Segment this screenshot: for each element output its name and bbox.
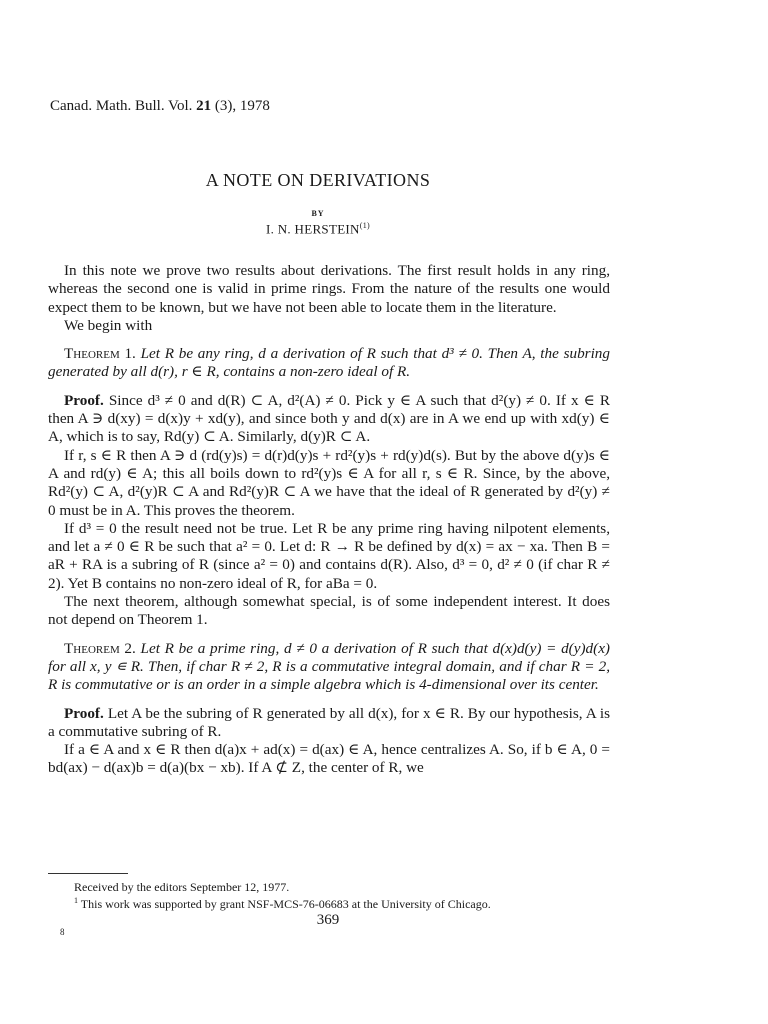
received-footnote: Received by the editors September 12, 1977. (74, 880, 290, 894)
support-footnote-mark: 1 (74, 896, 78, 905)
theorem-1 (48, 345, 610, 382)
theorem-2 (48, 640, 610, 695)
support-footnote-text: This work was supported by grant NSF-MCS-76-06683 at the University of Chicago. (78, 897, 491, 911)
proof-1-text: Since d³ ≠ 0 and d(R) ⊂ A, d²(A) ≠ 0. Pick y ∈ A such that d²(y) ≠ 0. If x ∈ R then A ∋ d(xy) = d(x)y + xd(y), and since both y and d(x) are in A we end up with xd(y) ∈ A, which is to say, Rd(y) ⊂ A. Similarly, d(y)R ⊂ A. (48, 391, 610, 446)
signature-mark: 8 (60, 927, 65, 937)
byline-label: BY (311, 209, 325, 218)
journal-prefix: Canad. Math. Bull. Vol. (50, 98, 197, 114)
proof-1-label: Proof. (64, 391, 104, 409)
proof-1-paragraph (48, 392, 610, 447)
author-line (0, 221, 636, 237)
journal-volume: 21 (196, 98, 212, 114)
intro-paragraph: We begin with (64, 316, 153, 334)
paper-title: A NOTE ON DERIVATIONS (205, 170, 431, 190)
footnote-divider (48, 873, 128, 874)
theorem-2-text: Let R be a prime ring, d ≠ 0 a derivation of R such that d(x)d(y) = d(y)d(x) for all x, y ∊ R. Then, if char R ≠ 2, R is a commutative integral domain, and if char R = 2, R is commutative or is an order in a simple algebra which is 4-dimensional over its center. (48, 639, 610, 694)
theorem-1-text: Let R be any ring, d a derivation of R such that d³ ≠ 0. Then A, the subring generated by all d(r), r ∈ R, contains a non-zero ideal of R. (48, 345, 610, 381)
page-number: 369 (316, 912, 340, 928)
journal-issue-year: (3), 1978 (211, 98, 270, 114)
author-name: I. N. HERSTEIN (266, 221, 360, 237)
transition-paragraph: The next theorem, although somewhat special, is of some independent interest. It does not depend on Theorem 1. (48, 593, 610, 629)
proof-2-paragraph: If a ∈ A and x ∈ R then d(a)x + ad(x) = d(ax) ∈ A, hence centralizes A. So, if b ∈ A, 0 = bd(ax) − d(ax)b = d(a)(bx − xb). If A ⊄ Z, the center of R, we (48, 741, 610, 777)
intro-paragraph: In this note we prove two results about derivations. The first result holds in any ring, whereas the second one is valid in prime rings. From the nature of the results one would expect them to be known, but we have not been able to locate them in the literature. (48, 262, 610, 316)
theorem-2-label: Theorem 2. (64, 639, 136, 657)
author-footnote-mark: (1) (359, 221, 370, 230)
counterexample-paragraph: If d³ = 0 the result need not be true. Let R be any prime ring having nilpotent elements, and let a ≠ 0 ∈ R be such that a² = 0. Let d: R → R be defined by d(x) = ax − xa. Then B = aR + RA is a subring of R (since a² = 0) and contains d(R). Also, d³ = 0, d² ≠ 0 (if char R ≠ 2). Yet B contains no non-zero ideal of R, for aBa = 0. (48, 519, 610, 592)
proof-2-label: Proof. (64, 704, 104, 722)
proof-2-paragraph (48, 705, 610, 742)
journal-citation (50, 98, 270, 115)
proof-1-paragraph: If r, s ∈ R then A ∋ d (rd(y)s) = d(r)d(y)s + rd²(y)s + rd(y)d(s). But by the above d(y)s ∈ A and rd(y) ∈ A; this all boils down to rd²(y)s ∈ A for all r, s ∈ R. Since, by the above, Rd²(y) ⊂ A, d²(y)R ⊂ A and Rd²(y)R ⊂ A we have that the ideal of R generated by d²(y) ≠ 0 must be in A. This proves the theorem. (48, 446, 610, 519)
theorem-1-label: Theorem 1. (64, 345, 136, 363)
paper-body (48, 262, 610, 778)
support-footnote (74, 896, 491, 912)
proof-2-text: Let A be the subring of R generated by all d(x), for x ∈ R. By our hypothesis, A is a commutative subring of R. (48, 704, 610, 740)
